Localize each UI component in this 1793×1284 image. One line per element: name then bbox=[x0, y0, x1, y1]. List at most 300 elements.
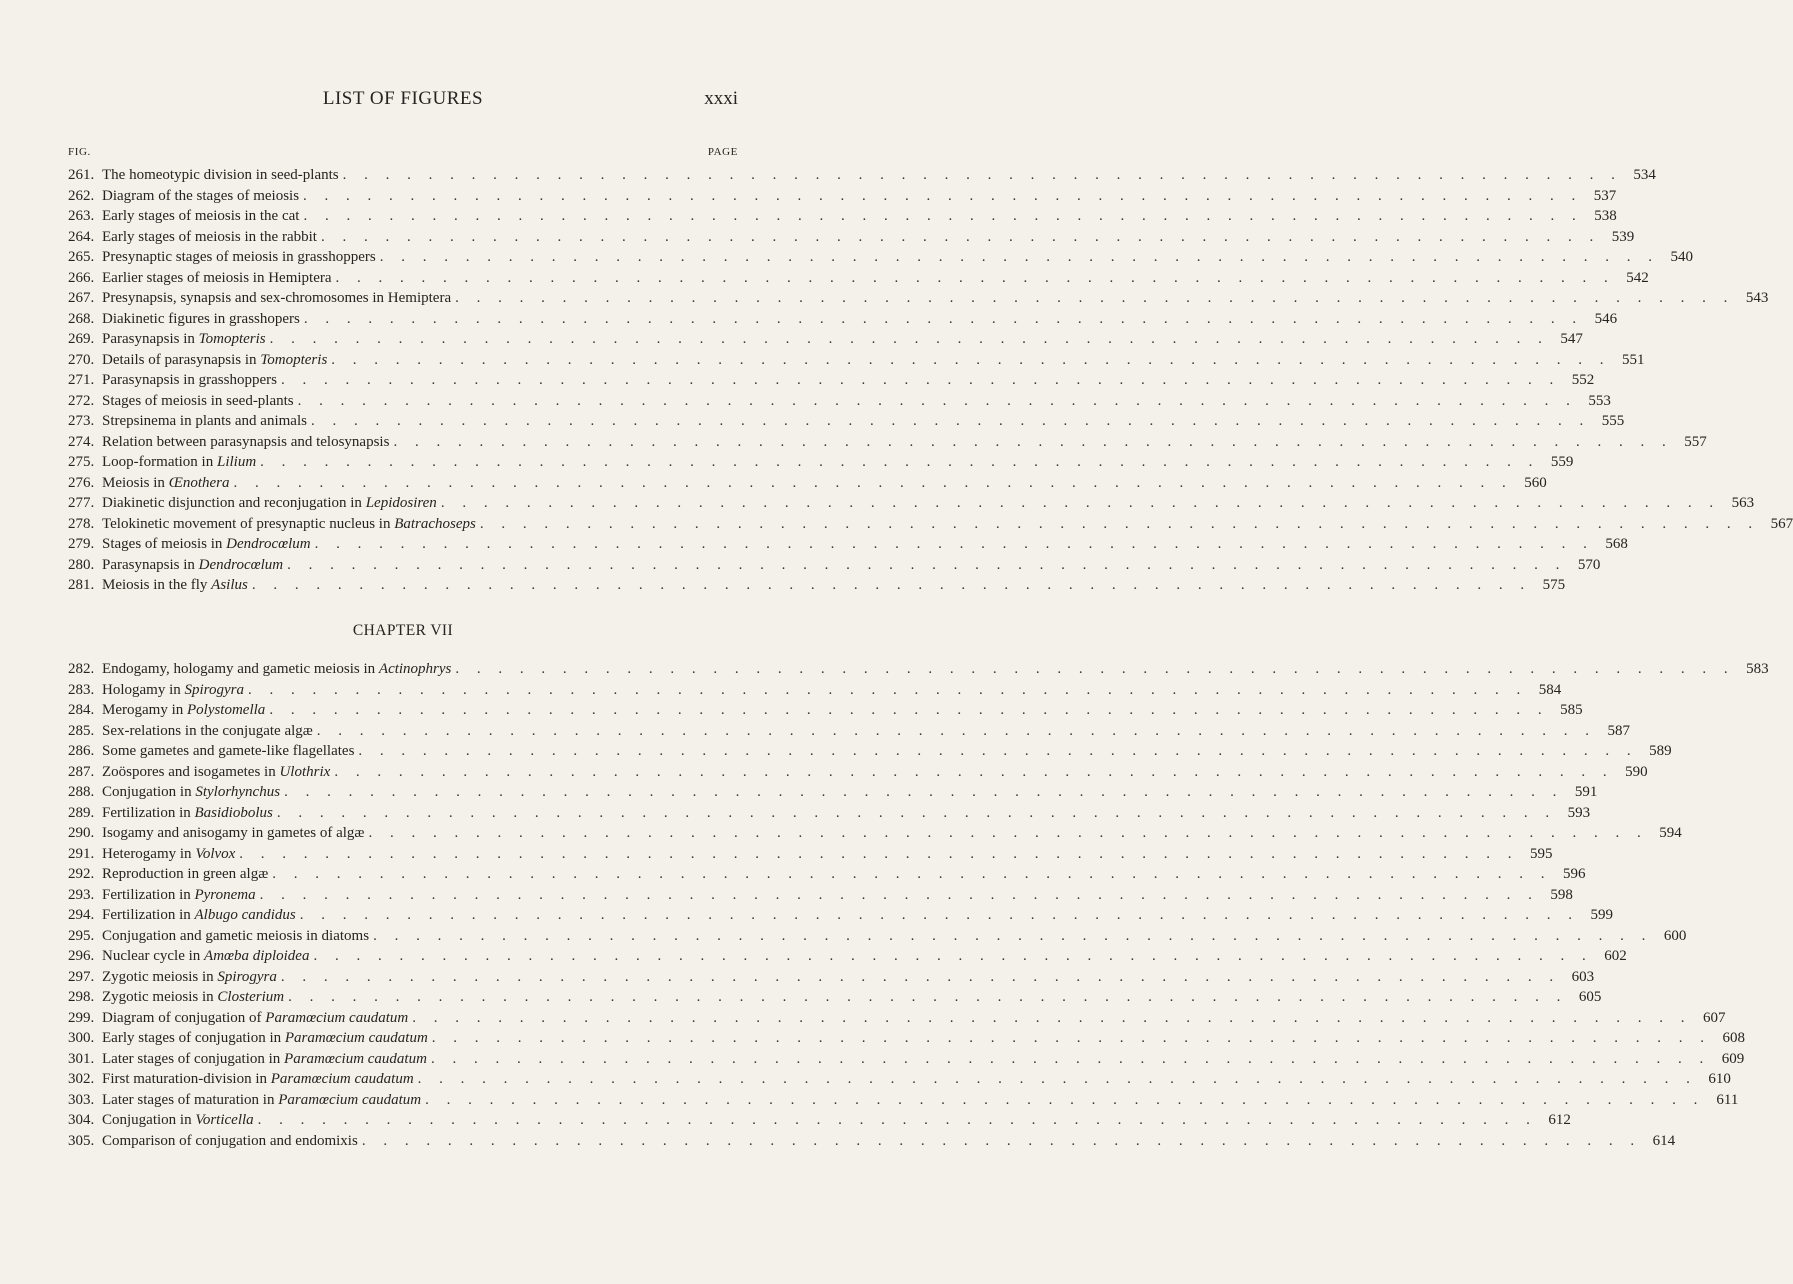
dot-leader: . . . . . . . . . . . . . . . . . . . . . . . . . . . . . . . . . . . . . . . . . . . . . . . . . . . . . . . . . . . . bbox=[299, 907, 1579, 923]
figure-number: 302. bbox=[68, 1071, 95, 1087]
chapter-heading: CHAPTER VII bbox=[352, 622, 454, 639]
figure-title bbox=[102, 493, 441, 514]
figure-number: 300. bbox=[68, 1030, 95, 1046]
figure-entry bbox=[68, 926, 1687, 947]
dot-leader: . . . . . . . . . . . . . . . . . . . . . . . . . . . . . . . . . . . . . . . . . . . . . . . . . . . . . . . . . . . . bbox=[297, 392, 1577, 409]
figure-page: 611 bbox=[1716, 1091, 1739, 1108]
dot-leader: . . . . . . . . . . . . . . . . . . . . . . . . . . . . . . . . . . . . . . . . . . . . . . . . . . . . . . . . . . . . bbox=[287, 556, 1567, 573]
figure-title bbox=[102, 247, 380, 268]
figure-page: 600 bbox=[1663, 927, 1687, 944]
figure-page: 552 bbox=[1571, 372, 1595, 388]
figure-title bbox=[102, 473, 234, 494]
dot-leader: . . . . . . . . . . . . . . . . . . . . . . . . . . . . . . . . . . . . . . . . . . . . . . . . . . . . . . . . . . . . bbox=[251, 577, 1532, 593]
dot-leader: . . . . . . . . . . . . . . . . . . . . . . . . . . . . . . . . . . . . . . . . . . . . . . . . . . . . . . . . . . . . bbox=[280, 968, 1561, 985]
dot-leader: . . . . . . . . . . . . . . . . . . . . . . . . . . . . . . . . . . . . . . . . . . . . . . . . . . . . . . . . . . . . bbox=[335, 269, 1615, 286]
figure-title-text: Meiosis in the fly bbox=[102, 577, 212, 593]
figure-page: 542 bbox=[1626, 269, 1649, 286]
figure-title-text: Fertilization in bbox=[102, 804, 195, 821]
dot-leader: . . . . . . . . . . . . . . . . . . . . . . . . . . . . . . . . . . . . . . . . . . . . . . . . . . . . . . . . . . . . bbox=[269, 702, 1549, 718]
figure-title-text: Telokinetic movement of presynaptic nucleus in bbox=[102, 515, 395, 532]
figure-title bbox=[102, 844, 239, 865]
figure-title-text: Fertilization in bbox=[102, 886, 195, 903]
figure-title-text: Endogamy, hologamy and gametic meiosis in bbox=[102, 661, 379, 677]
figure-number: 299. bbox=[68, 1009, 95, 1026]
figure-title-taxon: Batrachoseps bbox=[394, 515, 476, 532]
figure-page: 563 bbox=[1731, 495, 1755, 511]
figure-page: 575 bbox=[1542, 577, 1566, 593]
figure-title-text: Diakinetic figures in grasshopers bbox=[102, 310, 300, 327]
figure-title bbox=[102, 1028, 432, 1049]
figure-title-taxon: Stylorhynchus bbox=[195, 784, 281, 800]
figure-title-text: Zoöspores and isogametes in bbox=[102, 763, 280, 780]
figure-page: 557 bbox=[1684, 433, 1707, 450]
figure-entry bbox=[68, 905, 1613, 926]
figure-entry bbox=[68, 700, 1583, 721]
figure-number: 303. bbox=[68, 1091, 95, 1108]
figure-entry bbox=[68, 659, 1769, 680]
figure-page: 559 bbox=[1550, 454, 1574, 470]
figure-entry bbox=[68, 493, 1755, 514]
figure-title-text: Stages of meiosis in bbox=[102, 536, 227, 552]
figure-entry bbox=[68, 721, 1631, 742]
dot-leader: . . . . . . . . . . . . . . . . . . . . . . . . . . . . . . . . . . . . . . . . . . . . . . . . . . . . . . . . . . . . bbox=[455, 290, 1735, 306]
figure-page: 540 bbox=[1670, 249, 1693, 265]
figure-title bbox=[102, 680, 248, 701]
figure-title-text: First maturation-division in bbox=[102, 1071, 271, 1087]
dot-leader: . . . . . . . . . . . . . . . . . . . . . . . . . . . . . . . . . . . . . . . . . . . . . . . . . . . . . . . . . . . . bbox=[430, 1050, 1711, 1067]
page-number: xxxi bbox=[704, 88, 738, 109]
figure-page: 591 bbox=[1574, 784, 1598, 800]
figure-title-taxon: Asilus bbox=[211, 577, 248, 593]
figure-entry bbox=[68, 575, 1566, 596]
figure-title-text: Comparison of conjugation and endomixis bbox=[102, 1132, 358, 1149]
figure-page: 609 bbox=[1721, 1050, 1745, 1067]
dot-leader: . . . . . . . . . . . . . . . . . . . . . . . . . . . . . . . . . . . . . . . . . . . . . . . . . . . . . . . . . . . . bbox=[342, 167, 1622, 183]
figure-title-taxon: Ulothrix bbox=[279, 763, 331, 780]
figure-title bbox=[102, 268, 336, 289]
figure-title-text: Diakinetic disjunction and reconjugation in bbox=[102, 495, 366, 511]
dot-leader: . . . . . . . . . . . . . . . . . . . . . . . . . . . . . . . . . . . . . . . . . . . . . . . . . . . . . . . . . . . . bbox=[272, 866, 1552, 882]
figure-number: 298. bbox=[68, 989, 95, 1005]
figure-title bbox=[102, 432, 393, 453]
figure-title-text: Conjugation and gametic meiosis in diatoms bbox=[102, 927, 370, 944]
figure-title-text: Loop-formation in bbox=[102, 454, 217, 470]
figure-entry bbox=[68, 514, 1793, 535]
figure-title-text: Sex-relations in the conjugate algæ bbox=[102, 722, 313, 739]
dot-leader: . . . . . . . . . . . . . . . . . . . . . . . . . . . . . . . . . . . . . . . . . . . . . . . . . . . . . . . . . . . . bbox=[425, 1091, 1705, 1108]
figure-entry bbox=[68, 1049, 1745, 1070]
figure-title bbox=[102, 782, 284, 803]
figure-title bbox=[102, 391, 298, 412]
figure-title-text: Diagram of conjugation of bbox=[102, 1009, 266, 1026]
figure-title-taxon: Lilium bbox=[216, 454, 257, 470]
figure-title bbox=[102, 370, 281, 391]
figure-entry bbox=[68, 350, 1645, 371]
figure-page: 608 bbox=[1722, 1030, 1746, 1046]
figure-title-taxon: Closterium bbox=[217, 989, 285, 1005]
figure-title bbox=[102, 721, 317, 742]
figure-page: 598 bbox=[1550, 886, 1573, 903]
figure-title-text: Later stages of maturation in bbox=[102, 1091, 279, 1108]
figure-title-text: Conjugation in bbox=[102, 784, 196, 800]
figure-page: 603 bbox=[1571, 968, 1595, 985]
figure-title bbox=[102, 741, 358, 762]
dot-leader: . . . . . . . . . . . . . . . . . . . . . . . . . . . . . . . . . . . . . . . . . . . . . . . . . . . . . . . . . . . . bbox=[334, 763, 1614, 780]
dot-leader: . . . . . . . . . . . . . . . . . . . . . . . . . . . . . . . . . . . . . . . . . . . . . . . . . . . . . . . . . . . . bbox=[368, 825, 1648, 841]
figure-title bbox=[102, 1049, 431, 1070]
figure-title bbox=[102, 165, 343, 186]
figure-page: 543 bbox=[1745, 290, 1769, 306]
figure-page: 607 bbox=[1702, 1009, 1726, 1026]
figure-page: 584 bbox=[1538, 681, 1562, 698]
figure-entry bbox=[68, 1090, 1739, 1111]
figure-page: 587 bbox=[1607, 722, 1631, 739]
figure-number: 305. bbox=[68, 1132, 95, 1149]
figure-number: 274. bbox=[68, 433, 95, 450]
figure-list-chapter-vii bbox=[68, 659, 1769, 1151]
figure-number: 282. bbox=[68, 661, 95, 677]
figure-number: 290. bbox=[68, 825, 95, 841]
dot-leader: . . . . . . . . . . . . . . . . . . . . . . . . . . . . . . . . . . . . . . . . . . . . . . . . . . . . . . . . . . . . bbox=[358, 743, 1638, 759]
figure-title-taxon: Dendrocœlum bbox=[226, 536, 311, 552]
figure-title-taxon: Tomopteris bbox=[198, 331, 266, 347]
figure-title-taxon: Spirogyra bbox=[217, 968, 277, 985]
figure-entry bbox=[68, 1110, 1571, 1131]
figure-title bbox=[102, 905, 300, 926]
figure-title bbox=[102, 700, 269, 721]
figure-title-text: Meiosis in bbox=[102, 474, 169, 491]
figure-entry bbox=[68, 329, 1583, 350]
figure-page: 602 bbox=[1604, 948, 1627, 964]
dot-leader: . . . . . . . . . . . . . . . . . . . . . . . . . . . . . . . . . . . . . . . . . . . . . . . . . . . . . . . . . . . . bbox=[440, 495, 1721, 511]
figure-number: 301. bbox=[68, 1050, 95, 1067]
figure-title bbox=[102, 514, 480, 535]
figure-title-text: Earlier stages of meiosis in Hemiptera bbox=[102, 269, 332, 286]
figure-title-text: The homeotypic division in seed-plants bbox=[102, 167, 339, 183]
figure-page: 534 bbox=[1633, 167, 1656, 183]
dot-leader: . . . . . . . . . . . . . . . . . . . . . . . . . . . . . . . . . . . . . . . . . . . . . . . . . . . . . . . . . . . . bbox=[379, 249, 1659, 265]
figure-number: 304. bbox=[68, 1112, 95, 1128]
figure-number: 275. bbox=[68, 454, 95, 470]
figure-number: 291. bbox=[68, 845, 95, 862]
figure-title bbox=[102, 227, 321, 248]
figure-title bbox=[102, 452, 260, 473]
figure-title-text: Strepsinema in plants and animals bbox=[102, 413, 307, 429]
figure-number: 278. bbox=[68, 515, 95, 532]
figure-title bbox=[102, 1090, 425, 1111]
figure-title-taxon: Vorticella bbox=[195, 1112, 254, 1128]
figure-entry bbox=[68, 473, 1547, 494]
figure-title-text: Diagram of the stages of meiosis bbox=[102, 187, 300, 204]
dot-leader: . . . . . . . . . . . . . . . . . . . . . . . . . . . . . . . . . . . . . . . . . . . . . . . . . . . . . . . . . . . . bbox=[303, 208, 1583, 224]
figure-title-taxon: Paramœcium caudatum bbox=[270, 1071, 414, 1087]
figure-number: 271. bbox=[68, 372, 95, 388]
figure-entry bbox=[68, 247, 1693, 268]
dot-leader: . . . . . . . . . . . . . . . . . . . . . . . . . . . . . . . . . . . . . . . . . . . . . . . . . . . . . . . . . . . . bbox=[393, 433, 1673, 450]
figure-title bbox=[102, 186, 303, 207]
figure-title-taxon: Volvox bbox=[195, 845, 236, 862]
figure-title-text: Early stages of meiosis in the rabbit bbox=[102, 228, 317, 245]
figure-page: 590 bbox=[1625, 763, 1648, 780]
figure-title-taxon: Spirogyra bbox=[184, 681, 244, 698]
figure-number: 292. bbox=[68, 866, 95, 882]
figure-title-text: Presynapsis, synapsis and sex-chromosomes in Hemiptera bbox=[102, 290, 452, 306]
figure-number: 289. bbox=[68, 804, 95, 821]
figure-page: 568 bbox=[1605, 536, 1628, 552]
figure-title-taxon: Tomopteris bbox=[260, 351, 328, 368]
dot-leader: . . . . . . . . . . . . . . . . . . . . . . . . . . . . . . . . . . . . . . . . . . . . . . . . . . . . . . . . . . . . bbox=[373, 927, 1653, 944]
figure-entry bbox=[68, 844, 1553, 865]
figure-title bbox=[102, 967, 281, 988]
figure-page: 599 bbox=[1590, 907, 1613, 923]
page-title: LIST OF FIGURES bbox=[322, 88, 484, 109]
figure-title bbox=[102, 288, 455, 309]
dot-leader: . . . . . . . . . . . . . . . . . . . . . . . . . . . . . . . . . . . . . . . . . . . . . . . . . . . . . . . . . . . . bbox=[259, 886, 1539, 903]
figure-number: 263. bbox=[68, 208, 95, 224]
figure-title bbox=[102, 329, 270, 350]
figure-title-taxon: Polystomella bbox=[186, 702, 266, 718]
dot-leader: . . . . . . . . . . . . . . . . . . . . . . . . . . . . . . . . . . . . . . . . . . . . . . . . . . . . . . . . . . . . bbox=[412, 1009, 1692, 1026]
figure-number: 285. bbox=[68, 722, 95, 739]
dot-leader: . . . . . . . . . . . . . . . . . . . . . . . . . . . . . . . . . . . . . . . . . . . . . . . . . . . . . . . . . . . . bbox=[431, 1030, 1712, 1046]
figure-number: 261. bbox=[68, 167, 95, 183]
running-head bbox=[68, 88, 738, 116]
figure-number: 272. bbox=[68, 392, 95, 409]
figure-title-text: Relation between parasynapsis and telosynapsis bbox=[102, 433, 390, 450]
figure-page: 589 bbox=[1649, 743, 1672, 759]
figure-title-text: Details of parasynapsis in bbox=[102, 351, 261, 368]
figure-title-taxon: Paramœcium caudatum bbox=[284, 1030, 428, 1046]
figure-number: 280. bbox=[68, 556, 95, 573]
figure-number: 273. bbox=[68, 413, 95, 429]
dot-leader: . . . . . . . . . . . . . . . . . . . . . . . . . . . . . . . . . . . . . . . . . . . . . . . . . . . . . . . . . . . . bbox=[247, 681, 1528, 698]
figure-title bbox=[102, 575, 252, 596]
dot-leader: . . . . . . . . . . . . . . . . . . . . . . . . . . . . . . . . . . . . . . . . . . . . . . . . . . . . . . . . . . . . bbox=[310, 413, 1591, 429]
dot-leader: . . . . . . . . . . . . . . . . . . . . . . . . . . . . . . . . . . . . . . . . . . . . . . . . . . . . . . . . . . . . bbox=[303, 310, 1584, 327]
figure-number: 293. bbox=[68, 886, 95, 903]
figure-title-text: Conjugation in bbox=[102, 1112, 196, 1128]
figure-title bbox=[102, 803, 277, 824]
figure-entry bbox=[68, 803, 1591, 824]
figure-title bbox=[102, 206, 303, 227]
figure-entry bbox=[68, 885, 1573, 906]
figure-entry bbox=[68, 268, 1649, 289]
figure-title-text: Zygotic meiosis in bbox=[102, 989, 218, 1005]
figure-number: 288. bbox=[68, 784, 95, 800]
figure-entry bbox=[68, 165, 1656, 186]
figure-page: 555 bbox=[1601, 413, 1625, 429]
figure-page: 547 bbox=[1560, 331, 1583, 347]
figure-title-text: Fertilization in bbox=[102, 907, 195, 923]
figure-title-text: Early stages of conjugation in bbox=[102, 1030, 285, 1046]
dot-leader: . . . . . . . . . . . . . . . . . . . . . . . . . . . . . . . . . . . . . . . . . . . . . . . . . . . . . . . . . . . . bbox=[257, 1112, 1537, 1128]
figure-page: 546 bbox=[1594, 310, 1618, 327]
dot-leader: . . . . . . . . . . . . . . . . . . . . . . . . . . . . . . . . . . . . . . . . . . . . . . . . . . . . . . . . . . . . bbox=[269, 331, 1549, 347]
dot-leader: . . . . . . . . . . . . . . . . . . . . . . . . . . . . . . . . . . . . . . . . . . . . . . . . . . . . . . . . . . . . bbox=[280, 372, 1561, 388]
dot-leader: . . . . . . . . . . . . . . . . . . . . . . . . . . . . . . . . . . . . . . . . . . . . . . . . . . . . . . . . . . . . bbox=[276, 804, 1557, 821]
figure-entry bbox=[68, 823, 1682, 844]
figure-title bbox=[102, 411, 311, 432]
column-headings bbox=[68, 146, 738, 162]
figure-title-text: Heterogamy in bbox=[102, 845, 196, 862]
figure-title-taxon: Actinophrys bbox=[378, 661, 452, 677]
figure-page: 553 bbox=[1588, 392, 1611, 409]
fig-column-label: FIG. bbox=[68, 146, 91, 158]
figure-entry bbox=[68, 762, 1648, 783]
figure-title-text: Hologamy in bbox=[102, 681, 185, 698]
figure-number: 279. bbox=[68, 536, 95, 552]
dot-leader: . . . . . . . . . . . . . . . . . . . . . . . . . . . . . . . . . . . . . . . . . . . . . . . . . . . . . . . . . . . . bbox=[303, 187, 1583, 204]
figure-entry bbox=[68, 967, 1595, 988]
dot-leader: . . . . . . . . . . . . . . . . . . . . . . . . . . . . . . . . . . . . . . . . . . . . . . . . . . . . . . . . . . . . bbox=[233, 474, 1513, 491]
figure-title bbox=[102, 309, 304, 330]
figure-number: 269. bbox=[68, 331, 95, 347]
figure-number: 283. bbox=[68, 681, 95, 698]
figure-title-taxon: Œnothera bbox=[168, 474, 230, 491]
figure-entry bbox=[68, 946, 1627, 967]
figure-title-taxon: Paramœcium caudatum bbox=[284, 1050, 427, 1067]
figure-number: 270. bbox=[68, 351, 95, 368]
figure-title-taxon: Pyronema bbox=[194, 886, 256, 903]
figure-number: 287. bbox=[68, 763, 95, 780]
figure-entry bbox=[68, 864, 1586, 885]
dot-leader: . . . . . . . . . . . . . . . . . . . . . . . . . . . . . . . . . . . . . . . . . . . . . . . . . . . . . . . . . . . . bbox=[314, 536, 1594, 552]
figure-title bbox=[102, 350, 331, 371]
figure-page: 538 bbox=[1594, 208, 1617, 224]
figure-entry bbox=[68, 370, 1595, 391]
figure-number: 276. bbox=[68, 474, 95, 491]
figure-page: 570 bbox=[1577, 556, 1601, 573]
dot-leader: . . . . . . . . . . . . . . . . . . . . . . . . . . . . . . . . . . . . . . . . . . . . . . . . . . . . . . . . . . . . bbox=[239, 845, 1519, 862]
figure-title bbox=[102, 1008, 412, 1029]
figure-title-taxon: Paramœcium caudatum bbox=[278, 1091, 422, 1108]
figure-entry bbox=[68, 534, 1628, 555]
figure-title bbox=[102, 1131, 362, 1152]
dot-leader: . . . . . . . . . . . . . . . . . . . . . . . . . . . . . . . . . . . . . . . . . . . . . . . . . . . . . . . . . . . . bbox=[288, 989, 1568, 1005]
figure-number: 277. bbox=[68, 495, 95, 511]
figure-page: 537 bbox=[1593, 187, 1617, 204]
figure-list-chapter-vi bbox=[68, 165, 1793, 596]
figure-entry bbox=[68, 1008, 1726, 1029]
dot-leader: . . . . . . . . . . . . . . . . . . . . . . . . . . . . . . . . . . . . . . . . . . . . . . . . . . . . . . . . . . . . bbox=[455, 661, 1735, 677]
figure-number: 296. bbox=[68, 948, 95, 964]
figure-title-text: Zygotic meiosis in bbox=[102, 968, 218, 985]
dot-leader: . . . . . . . . . . . . . . . . . . . . . . . . . . . . . . . . . . . . . . . . . . . . . . . . . . . . . . . . . . . . bbox=[316, 722, 1597, 739]
figure-number: 295. bbox=[68, 927, 95, 944]
figure-title bbox=[102, 864, 272, 885]
figure-entry bbox=[68, 452, 1574, 473]
dot-leader: . . . . . . . . . . . . . . . . . . . . . . . . . . . . . . . . . . . . . . . . . . . . . . . . . . . . . . . . . . . . bbox=[260, 454, 1540, 470]
figure-page: 612 bbox=[1548, 1112, 1571, 1128]
figure-entry bbox=[68, 288, 1769, 309]
figure-title-taxon: Paramœcium caudatum bbox=[265, 1009, 409, 1026]
figure-number: 265. bbox=[68, 249, 95, 265]
figure-title bbox=[102, 534, 315, 555]
figure-page: 560 bbox=[1524, 474, 1547, 491]
figure-page: 594 bbox=[1659, 825, 1682, 841]
figure-title-text: Parasynapsis in bbox=[102, 556, 199, 573]
figure-entry bbox=[68, 680, 1562, 701]
figure-page: 614 bbox=[1652, 1132, 1676, 1149]
dot-leader: . . . . . . . . . . . . . . . . . . . . . . . . . . . . . . . . . . . . . . . . . . . . . . . . . . . . . . . . . . . . bbox=[284, 784, 1564, 800]
figure-title-text: Nuclear cycle in bbox=[102, 948, 205, 964]
figure-number: 286. bbox=[68, 743, 95, 759]
dot-leader: . . . . . . . . . . . . . . . . . . . . . . . . . . . . . . . . . . . . . . . . . . . . . . . . . . . . . . . . . . . . bbox=[361, 1132, 1642, 1149]
figure-page: 585 bbox=[1560, 702, 1583, 718]
figure-title-text: Some gametes and gamete-like flagellates bbox=[102, 743, 355, 759]
dot-leader: . . . . . . . . . . . . . . . . . . . . . . . . . . . . . . . . . . . . . . . . . . . . . . . . . . . . . . . . . . . . bbox=[320, 228, 1601, 245]
figure-title-taxon: Basidiobolus bbox=[194, 804, 273, 821]
page-column-label: PAGE bbox=[707, 146, 738, 158]
figure-entry bbox=[68, 782, 1598, 803]
figure-number: 284. bbox=[68, 702, 95, 718]
figure-number: 294. bbox=[68, 907, 95, 923]
figure-page: 593 bbox=[1567, 804, 1591, 821]
figure-title bbox=[102, 659, 455, 680]
figure-number: 268. bbox=[68, 310, 95, 327]
figure-title-text: Stages of meiosis in seed-plants bbox=[102, 392, 294, 409]
figure-title bbox=[102, 987, 288, 1008]
dot-leader: . . . . . . . . . . . . . . . . . . . . . . . . . . . . . . . . . . . . . . . . . . . . . . . . . . . . . . . . . . . . bbox=[479, 515, 1760, 532]
figure-title-text: Later stages of conjugation in bbox=[102, 1050, 285, 1067]
figure-entry bbox=[68, 206, 1617, 227]
figure-page: 567 bbox=[1770, 515, 1793, 532]
figure-title-taxon: Albugo candidus bbox=[194, 907, 296, 923]
figure-title-text: Parasynapsis in bbox=[102, 331, 199, 347]
dot-leader: . . . . . . . . . . . . . . . . . . . . . . . . . . . . . . . . . . . . . . . . . . . . . . . . . . . . . . . . . . . . bbox=[313, 948, 1593, 964]
figure-number: 297. bbox=[68, 968, 95, 985]
figure-entry bbox=[68, 186, 1617, 207]
figure-entry bbox=[68, 555, 1601, 576]
figure-title bbox=[102, 946, 313, 967]
figure-title-text: Early stages of meiosis in the cat bbox=[102, 208, 300, 224]
dot-leader: . . . . . . . . . . . . . . . . . . . . . . . . . . . . . . . . . . . . . . . . . . . . . . . . . . . . . . . . . . . . bbox=[417, 1071, 1697, 1087]
figure-entry bbox=[68, 1028, 1746, 1049]
figure-page: 610 bbox=[1708, 1071, 1731, 1087]
figure-entry bbox=[68, 987, 1602, 1008]
figure-page: 596 bbox=[1562, 866, 1586, 882]
figure-title-taxon: Lepidosiren bbox=[365, 495, 437, 511]
dot-leader: . . . . . . . . . . . . . . . . . . . . . . . . . . . . . . . . . . . . . . . . . . . . . . . . . . . . . . . . . . . . bbox=[331, 351, 1611, 368]
figure-number: 262. bbox=[68, 187, 95, 204]
figure-title bbox=[102, 1069, 418, 1090]
figure-title bbox=[102, 762, 334, 783]
figure-number: 264. bbox=[68, 228, 95, 245]
figure-page: 605 bbox=[1578, 989, 1602, 1005]
figure-number: 281. bbox=[68, 577, 95, 593]
figure-entry bbox=[68, 1069, 1731, 1090]
figure-title bbox=[102, 1110, 258, 1131]
figure-entry bbox=[68, 411, 1625, 432]
figure-title bbox=[102, 555, 287, 576]
figure-entry bbox=[68, 391, 1611, 412]
figure-title-text: Parasynapsis in grasshoppers bbox=[102, 372, 277, 388]
figure-title bbox=[102, 885, 260, 906]
figure-number: 267. bbox=[68, 290, 95, 306]
figure-title-taxon: Dendrocœlum bbox=[198, 556, 284, 573]
figure-title bbox=[102, 823, 368, 844]
figure-number: 266. bbox=[68, 269, 95, 286]
figure-entry bbox=[68, 309, 1618, 330]
figure-title bbox=[102, 926, 373, 947]
figure-title-taxon: Amœba diploidea bbox=[204, 948, 310, 964]
figure-page: 539 bbox=[1611, 228, 1635, 245]
figure-page: 595 bbox=[1530, 845, 1553, 862]
figure-title-text: Isogamy and anisogamy in gametes of algæ bbox=[102, 825, 365, 841]
figure-title-text: Reproduction in green algæ bbox=[102, 866, 269, 882]
figure-page: 583 bbox=[1746, 661, 1769, 677]
figure-entry bbox=[68, 227, 1635, 248]
